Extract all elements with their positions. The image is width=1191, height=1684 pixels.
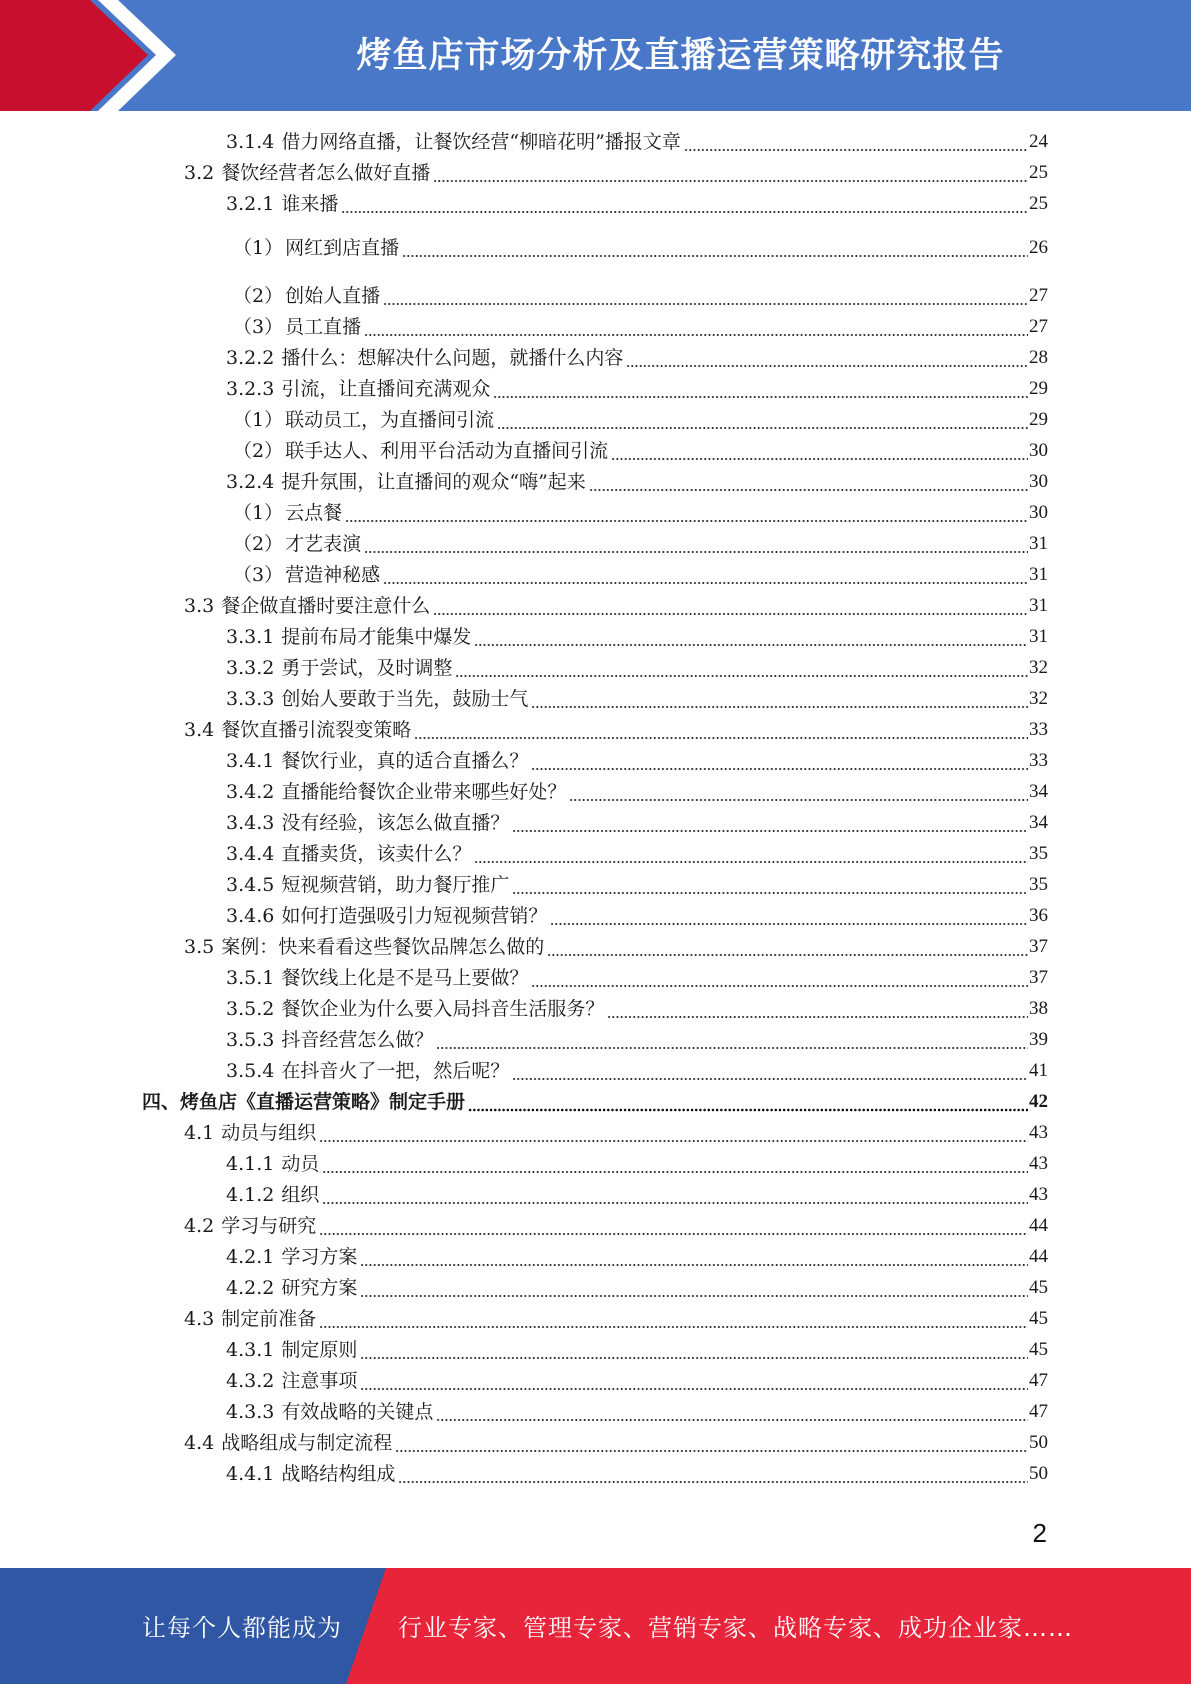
toc-entry[interactable] xyxy=(233,407,1048,433)
toc-entry-title: 在抖音火了一把，然后呢？ xyxy=(281,1060,510,1082)
toc-entry-title: 学习与研究 xyxy=(221,1215,317,1237)
page-footer xyxy=(0,1568,1191,1684)
toc-entry-page: 24 xyxy=(1029,131,1048,152)
toc-dot-leader xyxy=(474,624,1028,650)
toc-entry[interactable] xyxy=(233,235,1048,261)
toc-entry[interactable] xyxy=(233,531,1048,557)
toc-entry-number: 4.2 xyxy=(184,1215,215,1237)
toc-entry-title: 联动员工，为直播间引流 xyxy=(285,409,495,431)
page-header xyxy=(0,0,1191,111)
toc-entry[interactable] xyxy=(184,160,1048,186)
toc-dot-leader xyxy=(493,376,1028,402)
toc-entry-page: 30 xyxy=(1029,471,1048,492)
toc-entry[interactable] xyxy=(226,129,1048,155)
toc-entry-title: 有效战略的关键点 xyxy=(281,1401,434,1423)
toc-entry-title: 谁来播 xyxy=(281,193,339,215)
toc-entry[interactable] xyxy=(226,996,1048,1022)
toc-entry-title: 勇于尝试，及时调整 xyxy=(281,657,453,679)
toc-entry-title: 如何打造强吸引力短视频营销？ xyxy=(281,905,548,927)
toc-entry-title: 员工直播 xyxy=(285,316,362,338)
toc-dot-leader xyxy=(607,996,1028,1022)
toc-entry-page: 27 xyxy=(1029,316,1048,337)
toc-entry[interactable] xyxy=(233,283,1048,309)
toc-entry-page: 31 xyxy=(1029,595,1048,616)
toc-dot-leader xyxy=(319,1306,1028,1332)
toc-entry-page: 45 xyxy=(1029,1308,1048,1329)
toc-entry[interactable] xyxy=(226,345,1048,371)
toc-dot-leader xyxy=(684,129,1028,155)
toc-entry-page: 37 xyxy=(1029,936,1048,957)
toc-entry-page: 34 xyxy=(1029,781,1048,802)
toc-entry[interactable] xyxy=(226,191,1048,217)
toc-entry-number: （2） xyxy=(233,533,284,555)
toc-entry-title: 学习方案 xyxy=(281,1246,358,1268)
toc-dot-leader xyxy=(319,1120,1028,1146)
toc-entry-page: 45 xyxy=(1029,1277,1048,1298)
toc-entry-number: 4.2.2 xyxy=(226,1277,275,1299)
toc-dot-leader xyxy=(360,1368,1028,1394)
toc-dot-leader xyxy=(322,1151,1028,1177)
toc-entry-number: （3） xyxy=(233,316,284,338)
toc-entry-page: 34 xyxy=(1029,812,1048,833)
toc-entry-number: 3.4.4 xyxy=(226,843,275,865)
toc-dot-leader xyxy=(383,562,1028,588)
toc-entry[interactable] xyxy=(226,624,1048,650)
toc-entry-number: 3.2.2 xyxy=(226,347,275,369)
toc-entry[interactable] xyxy=(226,810,1048,836)
toc-entry[interactable] xyxy=(226,469,1048,495)
toc-entry-title: 直播卖货，该卖什么？ xyxy=(281,843,472,865)
toc-entry-page: 36 xyxy=(1029,905,1048,926)
toc-dot-leader xyxy=(512,872,1028,898)
toc-entry-title: 播什么：想解决什么问题，就播什么内容 xyxy=(281,347,624,369)
toc-dot-leader xyxy=(360,1337,1028,1363)
toc-entry-number: 3.2.1 xyxy=(226,193,275,215)
toc-entry-page: 31 xyxy=(1029,533,1048,554)
toc-entry[interactable] xyxy=(184,934,1048,960)
toc-entry[interactable] xyxy=(233,500,1048,526)
toc-dot-leader xyxy=(531,686,1028,712)
toc-entry-number: 4.4.1 xyxy=(226,1463,275,1485)
toc-entry-number: 3.4.1 xyxy=(226,750,275,772)
toc-entry-number: 4.1.2 xyxy=(226,1184,275,1206)
toc-entry-page: 31 xyxy=(1029,626,1048,647)
toc-entry-page: 45 xyxy=(1029,1339,1048,1360)
toc-entry-page: 33 xyxy=(1029,750,1048,771)
toc-entry-number: 3.4.3 xyxy=(226,812,275,834)
toc-dot-leader xyxy=(589,469,1028,495)
toc-entry-title: 组织 xyxy=(281,1184,320,1206)
toc-entry-page: 28 xyxy=(1029,347,1048,368)
toc-dot-leader xyxy=(436,1399,1028,1425)
toc-entry-number: 4.2.1 xyxy=(226,1246,275,1268)
toc-entry[interactable] xyxy=(226,748,1048,774)
toc-entry[interactable] xyxy=(226,1368,1048,1394)
toc-dot-leader xyxy=(364,314,1028,340)
toc-entry-number: （2） xyxy=(233,285,284,307)
toc-entry-title: 动员与组织 xyxy=(221,1122,317,1144)
toc-entry-title: 餐饮经营者怎么做好直播 xyxy=(221,162,431,184)
toc-entry-page: 50 xyxy=(1029,1463,1048,1484)
toc-entry-title: 创始人要敢于当先，鼓励士气 xyxy=(281,688,529,710)
toc-entry-title: 餐企做直播时要注意什么 xyxy=(221,595,431,617)
toc-entry[interactable] xyxy=(226,686,1048,712)
toc-dot-leader xyxy=(550,903,1028,929)
toc-entry[interactable] xyxy=(226,965,1048,991)
toc-entry-page: 30 xyxy=(1029,440,1048,461)
toc-entry[interactable] xyxy=(226,841,1048,867)
toc-entry-title: 没有经验，该怎么做直播？ xyxy=(281,812,510,834)
toc-entry[interactable] xyxy=(226,1027,1048,1053)
toc-entry-number: 3.5.3 xyxy=(226,1029,275,1051)
toc-entry-page: 32 xyxy=(1029,657,1048,678)
toc-entry[interactable] xyxy=(226,1461,1048,1487)
toc-entry-title: 餐饮线上化是不是马上要做？ xyxy=(281,967,529,989)
toc-dot-leader xyxy=(398,1461,1028,1487)
toc-entry-number: （1） xyxy=(233,237,284,259)
page-number: 2 xyxy=(1032,1518,1047,1548)
toc-entry-number: 4.4 xyxy=(184,1432,215,1454)
toc-dot-leader xyxy=(455,655,1028,681)
toc-dot-leader xyxy=(474,841,1028,867)
toc-entry-page: 44 xyxy=(1029,1215,1048,1236)
toc-entry-number: 3.3 xyxy=(184,595,215,617)
toc-dot-leader xyxy=(547,934,1028,960)
toc-entry[interactable] xyxy=(226,1399,1048,1425)
toc-entry-title: 四、烤鱼店《直播运营策略》制定手册 xyxy=(142,1091,466,1113)
toc-entry-title: 营造神秘感 xyxy=(285,564,381,586)
toc-entry-number: 3.4.6 xyxy=(226,905,275,927)
toc-dot-leader xyxy=(626,345,1028,371)
toc-entry-title: 网红到店直播 xyxy=(285,237,400,259)
toc-entry[interactable] xyxy=(184,593,1048,619)
toc-dot-leader xyxy=(497,407,1028,433)
toc-entry-number: 4.1.1 xyxy=(226,1153,275,1175)
toc-entry-number: 4.3.2 xyxy=(226,1370,275,1392)
toc-entry-title: 案例：快来看看这些餐饮品牌怎么做的 xyxy=(221,936,545,958)
toc-entry-number: 3.3.2 xyxy=(226,657,275,679)
toc-dot-leader xyxy=(512,1058,1028,1084)
toc-dot-leader xyxy=(531,748,1028,774)
toc-entry-number: （1） xyxy=(233,502,284,524)
toc-entry[interactable] xyxy=(184,1120,1048,1146)
toc-entry-page: 30 xyxy=(1029,502,1048,523)
toc-entry-page: 29 xyxy=(1029,409,1048,430)
toc-dot-leader xyxy=(611,438,1028,464)
toc-entry-page: 42 xyxy=(1029,1091,1048,1112)
toc-entry-title: 餐饮直播引流裂变策略 xyxy=(221,719,412,741)
toc-dot-leader xyxy=(433,160,1028,186)
toc-entry-title: 抖音经营怎么做？ xyxy=(281,1029,434,1051)
toc-entry-title: 引流，让直播间充满观众 xyxy=(281,378,491,400)
toc-entry-title: 动员 xyxy=(281,1153,320,1175)
toc-entry-page: 41 xyxy=(1029,1060,1048,1081)
toc-entry-title: 餐饮行业，真的适合直播么？ xyxy=(281,750,529,772)
document-title: 烤鱼店市场分析及直播运营策略研究报告 xyxy=(356,36,1005,76)
toc-entry-number: 3.5.4 xyxy=(226,1060,275,1082)
toc-entry-page: 39 xyxy=(1029,1029,1048,1050)
toc-entry-number: 4.3.3 xyxy=(226,1401,275,1423)
toc-entry-number: 4.1 xyxy=(184,1122,215,1144)
toc-entry-number: 3.2.3 xyxy=(226,378,275,400)
toc-entry-number: （3） xyxy=(233,564,284,586)
toc-entry[interactable] xyxy=(233,562,1048,588)
toc-entry-title: 才艺表演 xyxy=(285,533,362,555)
footer-slogan-left: 让每个人都能成为 xyxy=(142,1614,342,1642)
toc-entry-title: 战略组成与制定流程 xyxy=(221,1432,393,1454)
footer-slogan-right: 行业专家、管理专家、营销专家、战略专家、成功企业家…… xyxy=(398,1614,1073,1642)
toc-dot-leader xyxy=(414,717,1028,743)
toc-entry[interactable] xyxy=(226,1151,1048,1177)
toc-entry[interactable] xyxy=(184,1306,1048,1332)
toc-entry[interactable] xyxy=(226,1182,1048,1208)
toc-entry-page: 47 xyxy=(1029,1401,1048,1422)
toc-entry-number: 3.4.5 xyxy=(226,874,275,896)
toc-entry-page: 44 xyxy=(1029,1246,1048,1267)
toc-entry[interactable] xyxy=(233,438,1048,464)
toc-entry-title: 研究方案 xyxy=(281,1277,358,1299)
toc-entry-title: 制定原则 xyxy=(281,1339,358,1361)
toc-entry-page: 38 xyxy=(1029,998,1048,1019)
toc-dot-leader xyxy=(322,1182,1028,1208)
toc-dot-leader xyxy=(319,1213,1028,1239)
toc-entry-page: 25 xyxy=(1029,193,1048,214)
toc-entry-page: 43 xyxy=(1029,1184,1048,1205)
toc-dot-leader xyxy=(383,283,1028,309)
toc-entry-number: （2） xyxy=(233,440,284,462)
toc-entry[interactable] xyxy=(226,872,1048,898)
toc-entry-title: 联手达人、利用平台活动为直播间引流 xyxy=(285,440,609,462)
toc-entry-page: 35 xyxy=(1029,843,1048,864)
toc-entry-title: 提前布局才能集中爆发 xyxy=(281,626,472,648)
toc-entry[interactable] xyxy=(226,1337,1048,1363)
toc-entry-title: 提升氛围，让直播间的观众“嗨”起来 xyxy=(281,471,586,493)
toc-dot-leader xyxy=(433,593,1028,619)
toc-entry-page: 37 xyxy=(1029,967,1048,988)
toc-entry-number: 3.1.4 xyxy=(226,131,275,153)
toc-dot-leader xyxy=(436,1027,1028,1053)
toc-dot-leader xyxy=(512,810,1028,836)
toc-entry-page: 33 xyxy=(1029,719,1048,740)
toc-dot-leader xyxy=(360,1244,1028,1270)
toc-entry[interactable] xyxy=(184,1430,1048,1456)
toc-entry-title: 餐饮企业为什么要入局抖音生活服务？ xyxy=(281,998,605,1020)
toc-entry[interactable] xyxy=(226,1275,1048,1301)
toc-entry-number: 3.2 xyxy=(184,162,215,184)
toc-entry-page: 35 xyxy=(1029,874,1048,895)
toc-entry-number: 3.5.2 xyxy=(226,998,275,1020)
toc-dot-leader xyxy=(402,235,1028,261)
toc-entry-title: 云点餐 xyxy=(285,502,343,524)
toc-entry-page: 26 xyxy=(1029,237,1048,258)
toc-entry-number: 4.3 xyxy=(184,1308,215,1330)
toc-entry-page: 25 xyxy=(1029,162,1048,183)
toc-entry[interactable] xyxy=(226,655,1048,681)
toc-entry-page: 43 xyxy=(1029,1122,1048,1143)
toc-entry-title: 制定前准备 xyxy=(221,1308,317,1330)
toc-entry[interactable] xyxy=(184,1213,1048,1239)
toc-entry-number: 3.5 xyxy=(184,936,215,958)
toc-entry-page: 29 xyxy=(1029,378,1048,399)
toc-entry[interactable] xyxy=(226,1244,1048,1270)
toc-entry-page: 43 xyxy=(1029,1153,1048,1174)
toc-entry-title: 创始人直播 xyxy=(285,285,381,307)
toc-entry-title: 短视频营销，助力餐厅推广 xyxy=(281,874,510,896)
toc-entry-page: 32 xyxy=(1029,688,1048,709)
toc-entry-title: 直播能给餐饮企业带来哪些好处？ xyxy=(281,781,567,803)
toc-dot-leader xyxy=(531,965,1028,991)
toc-entry-number: （1） xyxy=(233,409,284,431)
toc-entry-title: 借力网络直播，让餐饮经营“柳暗花明”播报文章 xyxy=(281,131,681,153)
toc-entry-number: 3.4 xyxy=(184,719,215,741)
toc-entry-page: 31 xyxy=(1029,564,1048,585)
toc-entry[interactable] xyxy=(233,314,1048,340)
toc-entry-page: 27 xyxy=(1029,285,1048,306)
toc-dot-leader xyxy=(468,1089,1028,1115)
toc-dot-leader xyxy=(360,1275,1028,1301)
toc-entry-title: 注意事项 xyxy=(281,1370,358,1392)
toc-dot-leader xyxy=(341,191,1028,217)
toc-dot-leader xyxy=(569,779,1028,805)
toc-dot-leader xyxy=(395,1430,1028,1456)
toc-entry[interactable] xyxy=(142,1089,1048,1115)
toc-entry[interactable] xyxy=(226,376,1048,402)
toc-entry-number: 3.5.1 xyxy=(226,967,275,989)
toc-entry-number: 3.2.4 xyxy=(226,471,275,493)
toc-entry[interactable] xyxy=(226,903,1048,929)
toc-entry[interactable] xyxy=(226,1058,1048,1084)
toc-dot-leader xyxy=(364,531,1028,557)
toc-entry-page: 47 xyxy=(1029,1370,1048,1391)
toc-entry-number: 3.3.3 xyxy=(226,688,275,710)
toc-entry-title: 战略结构组成 xyxy=(281,1463,396,1485)
toc-entry-number: 4.3.1 xyxy=(226,1339,275,1361)
toc-entry-page: 50 xyxy=(1029,1432,1048,1453)
toc-entry[interactable] xyxy=(226,779,1048,805)
toc-dot-leader xyxy=(345,500,1028,526)
toc-entry[interactable] xyxy=(184,717,1048,743)
toc-entry-number: 3.3.1 xyxy=(226,626,275,648)
toc-entry-number: 3.4.2 xyxy=(226,781,275,803)
